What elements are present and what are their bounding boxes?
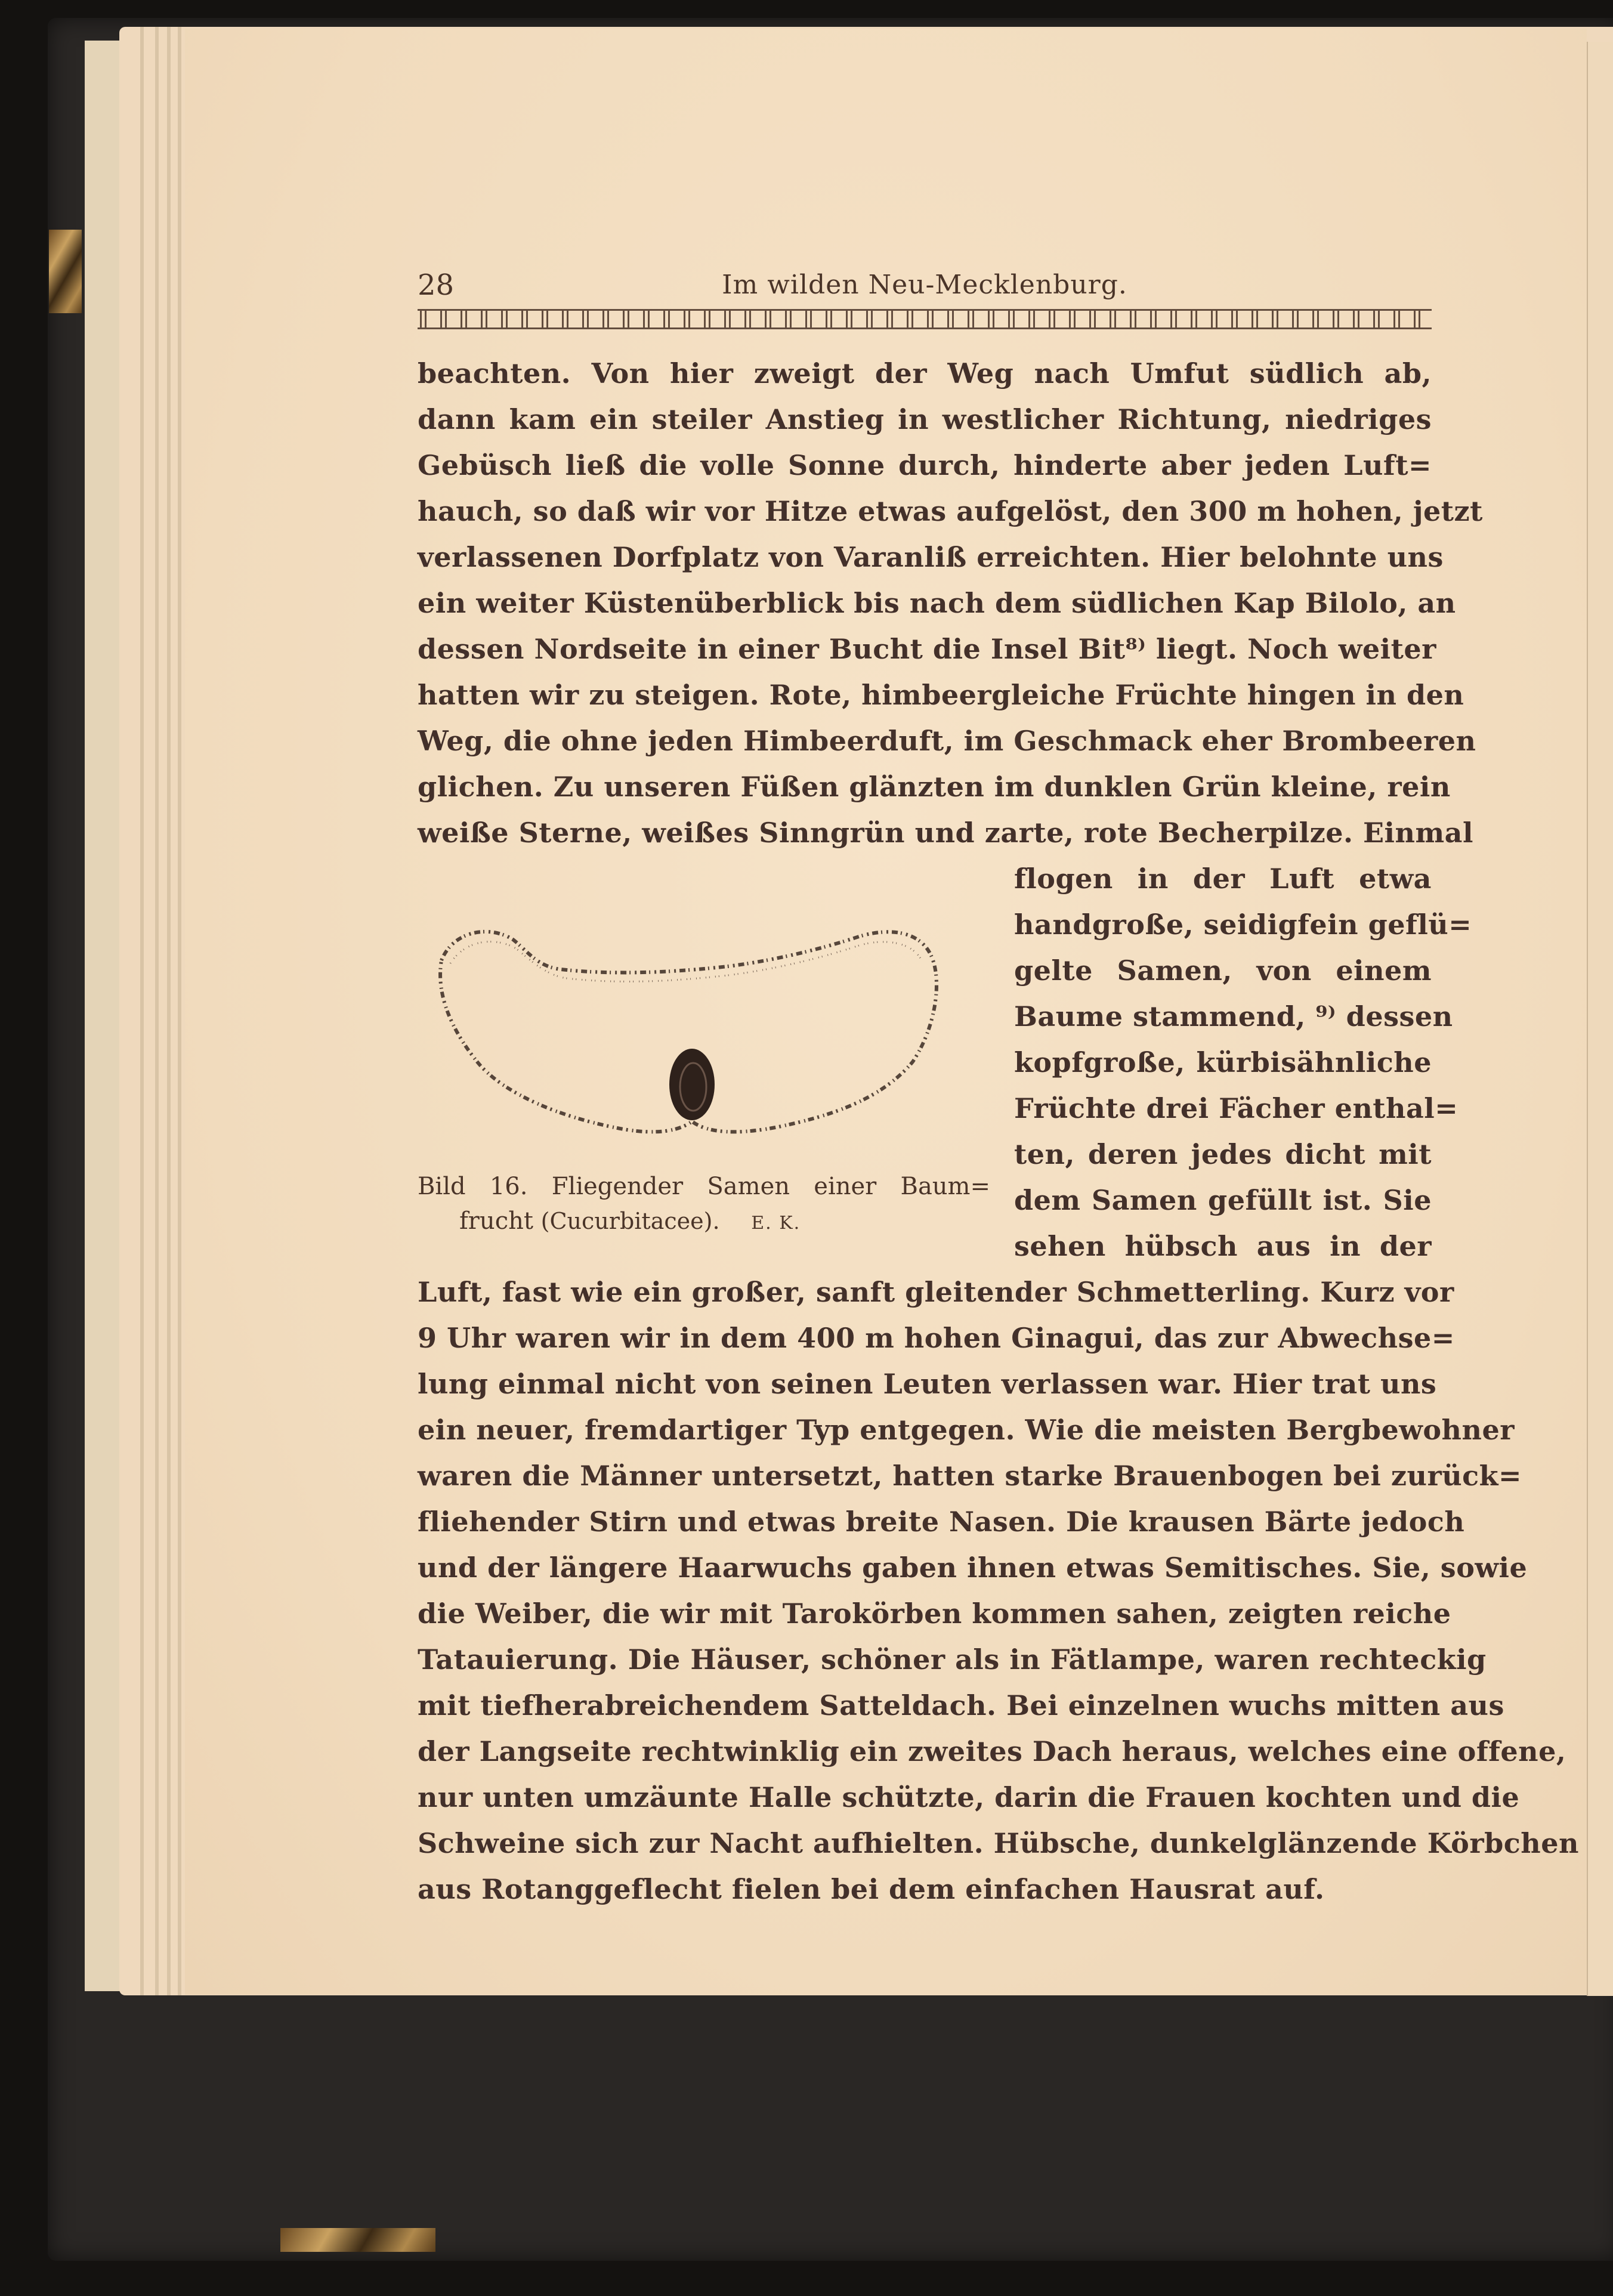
text-line: Schweine sich zur Nacht aufhielten. Hübsche, dunkelglänzende Körbchen xyxy=(418,1827,1579,1859)
text-line: Gebüsch ließ die volle Sonne durch, hinderte aber jeden Luft= xyxy=(418,449,1432,481)
text-line: die Weiber, die wir mit Tarokörben kommen sahen, zeigten reiche xyxy=(418,1597,1451,1630)
figure-caption xyxy=(418,1169,990,1241)
marbled-corner xyxy=(49,230,82,313)
page-edge xyxy=(167,27,171,1995)
text-line: Tatauierung. Die Häuser, schöner als in Fätlampe, waren rechteckig xyxy=(418,1643,1487,1676)
text-line-wrap: sehen hübsch aus in der xyxy=(1014,1230,1432,1262)
text-line: Weg, die ohne jeden Himbeerduft, im Geschmack eher Brombeeren xyxy=(418,725,1476,757)
page-number: 28 xyxy=(418,268,455,302)
text-line: verlassenen Dorfplatz von Varanliß erreichten. Hier belohnte uns xyxy=(418,541,1444,573)
text-line-wrap: Baume stammend, ⁹⁾ dessen xyxy=(1014,1000,1453,1033)
marbled-edge xyxy=(280,2228,435,2252)
text-line: hauch, so daß wir vor Hitze etwas aufgelöst, den 300 m hohen, jetzt xyxy=(418,495,1483,527)
text-line: nur unten umzäunte Halle schützte, darin die Frauen kochten und die xyxy=(418,1781,1520,1813)
page-edge xyxy=(155,27,159,1995)
page-header xyxy=(418,267,1432,303)
text-line: ein neuer, fremdartiger Typ entgegen. Wie die meisten Bergbewohner xyxy=(418,1414,1515,1446)
text-line: dessen Nordseite in einer Bucht die Insel Bit⁸⁾ liegt. Noch weiter xyxy=(418,633,1436,665)
text-line: lung einmal nicht von seinen Leuten verlassen war. Hier trat uns xyxy=(418,1368,1437,1400)
page-edge xyxy=(178,27,181,1995)
text-line-wrap: gelte Samen, von einem xyxy=(1014,954,1432,987)
caption-credit: E. K. xyxy=(751,1213,801,1234)
figure-winged-seed xyxy=(418,895,990,1157)
caption-line-2 xyxy=(418,1204,990,1241)
text-line: mit tiefherabreichendem Satteldach. Bei einzelnen wuchs mitten aus xyxy=(418,1689,1504,1722)
text-line-wrap: handgroße, seidigfein geflü= xyxy=(1014,908,1472,941)
text-line: hatten wir zu steigen. Rote, himbeergleiche Früchte hingen in den xyxy=(418,679,1464,711)
text-line-wrap: Früchte drei Fächer enthal= xyxy=(1014,1092,1459,1124)
text-line-wrap: dem Samen gefüllt ist. Sie xyxy=(1014,1184,1432,1216)
text-line: 9 Uhr waren wir in dem 400 m hohen Ginagui, das zur Abwechse= xyxy=(418,1322,1455,1354)
text-line-wrap: flogen in der Luft etwa xyxy=(1014,863,1432,895)
next-page-edge xyxy=(1587,42,1613,1996)
caption-fraktur-word: frucht xyxy=(459,1207,533,1235)
text-line: aus Rotanggeflecht fielen bei dem einfachen Hausrat auf. xyxy=(418,1873,1325,1905)
caption-latin-name: (Cucurbitacee). xyxy=(540,1208,720,1234)
winged-seed-illustration xyxy=(418,895,990,1157)
caption-line-1: Bild 16. Fliegender Samen einer Baum= xyxy=(418,1173,990,1200)
text-line: fliehender Stirn und etwas breite Nasen. Die krausen Bärte jedoch xyxy=(418,1506,1465,1538)
running-head: Im wilden Neu-Mecklenburg. xyxy=(722,270,1127,300)
text-line-wrap: ten, deren jedes dicht mit xyxy=(1014,1138,1432,1170)
text-line: beachten. Von hier zweigt der Weg nach Umfut südlich ab, xyxy=(418,357,1432,390)
page-edge xyxy=(140,27,144,1995)
text-line: ein weiter Küstenüberblick bis nach dem südlichen Kap Bilolo, an xyxy=(418,587,1456,619)
text-line: dann kam ein steiler Anstieg in westlicher Richtung, niedriges xyxy=(418,403,1432,435)
text-line: und der längere Haarwuchs gaben ihnen etwas Semitisches. Sie, sowie xyxy=(418,1552,1528,1584)
text-line: glichen. Zu unseren Füßen glänzten im dunklen Grün kleine, rein xyxy=(418,771,1451,803)
text-line-wrap: kopfgroße, kürbisähnliche xyxy=(1014,1046,1432,1079)
text-line: der Langseite rechtwinklig ein zweites Dach heraus, welches eine offene, xyxy=(418,1735,1566,1767)
text-line: weiße Sterne, weißes Sinngrün und zarte, rote Becherpilze. Einmal xyxy=(418,817,1473,849)
ornamental-rule xyxy=(418,309,1432,329)
text-line: waren die Männer untersetzt, hatten starke Brauenbogen bei zurück= xyxy=(418,1460,1522,1492)
text-line: Luft, fast wie ein großer, sanft gleitender Schmetterling. Kurz vor xyxy=(418,1276,1454,1308)
